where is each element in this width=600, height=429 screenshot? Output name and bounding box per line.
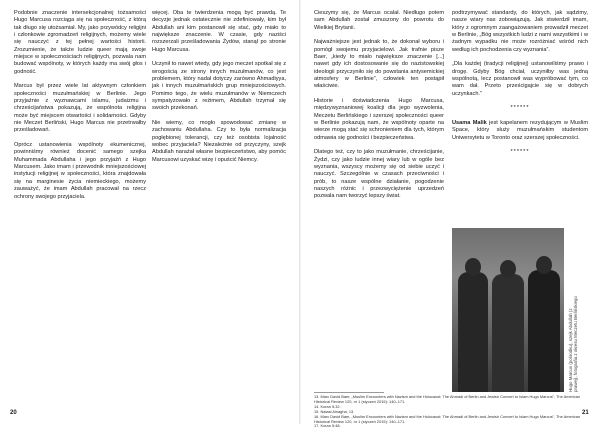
separator-stars: ****** [510,105,530,112]
page-gutter [299,0,301,424]
paragraph: Dlatego też, czy to jako muzułmanie, chrześcijanie, Żydzi, czy jako ludzie innej wiary lub w ogóle bez wyznania, wszyscy możemy się od siebie uczyć i nauczyć. Szczególnie w czasach przeciwności i prób, to nasze wspólne działanie, pogodzenie naszych różnic i przezwyciężenie uprzedzeń pozwala nam tworzyć lepszy świat. [314,149,444,200]
footnote: 17. Koran 5:48. [314,423,341,429]
paragraph: Cieszymy się, że Marcus ocalał. Niedługo potem sam Abdullah został zmuszony do powrotu do Wielkiej Brytanii. [314,10,444,31]
footnote: 16. Marc David Baer, „Muslim Encounters with Nazism and the Holocaust: The Ahmadi of Berlin and Jewish Convert to Islam Hugo Marcus”, The American Historical Review 120, nr 1 (styczeń 2015): 140–171. [314,413,581,424]
text-column-4 [452,10,588,228]
photo-figure [492,274,524,392]
paragraph: Oprócz ustanowienia wspólnoty ekumenicznej, powinniśmy również docenić samego szejka Muhammada Abdullaha i jego przyjaźń z Hugo Marcusem. Jako imam i przewodnik mniejszościowej instytucji religijnej w społeczności, która znajdowała się na marginesie życia niemieckiego, możemy zauważyć, że imam Abdullah pracował na rzecz ochrony swojego przyjaciela. [14,142,146,200]
footnote: 13. Marc David Baer, „Muslim Encounters with Nazism and the Holocaust: The Ahmadi of Berlin and Jewish Convert to Islam Hugo Marcus”, The American Historical Review 120, nr 1 (styczeń 2015): 140–171. [314,394,581,404]
photo-figure [458,272,488,392]
quote-paragraph: „Dla każdej (tradycji religijnej) ustanowiliśmy prawo i drogę. Gdyby Bóg chciał, uczyniłby was jedną wspólnotą, lecz postanowił was wypróbować tym, co wam dał. Przeto prześcigajcie się w dobrych uczynkach.” [452,61,588,97]
photo-figure-head [500,260,516,278]
paragraph: Historie i doświadczenia Hugo Marcusa, międzywyznaniowej koalicji dla jego wyzwolenia, Meczetu Berlińskiego i szerszej społeczności queer w Berlinie pokazują nam, że wspólnoty oparte na wierze mogą stać się schronieniem dla tych, którym odmawia się godności i bezpieczeństwa. [314,98,444,141]
separator-stars: ****** [510,149,530,156]
author-name: Usama Malik [452,120,487,127]
footnote-rule [314,392,384,393]
footnotes [314,392,588,429]
paragraph: Uczynił to nawet wtedy, gdy jego meczet spotkał się z wrogością ze strony innych muzułmanów, co jest problemem, który nadal dotyczy zarówno Ahmadiyya, jak i innych muzułmańskich grup mniejszościowych. Pomimo tego, że wielu muzułmanów w Niemczech sympatyzowało z reżimem, Abdullah trzymał się swoich przekonań. [152,61,286,112]
text-column-2 [152,10,286,376]
paragraph: Marcus był przez wiele lat aktywnym członkiem społeczności muzułmańskiej w Berlinie. Jego przyjaźnie z wyznawcami islamu, judaizmu i chrześcijaństwa pokazują, że wspólnota religijna może być miejscem otwartości i solidarności. Gdyby nie Meczet Berliński, Hugo Marcus nie przetrwałby prześladowań. [14,83,146,134]
author-bio [452,120,588,142]
photo-figure-head [465,258,481,276]
paragraph: Nie wiemy, co mogło spowodować zmianę w zachowaniu Abdullaha. Czy to była normalizacja pogłębionej tolerancji, czy też osobista lojalność wobec przyjaciela? Niezależnie od przyczyny, szejk Abdullah narażał własne bezpieczeństwo, aby pomóc Marcusowi uzyskać wizę i opuścić Niemcy. [152,120,286,163]
photo-figure-head [536,256,552,274]
paragraph: Podobnie znaczenie intersekcjonalnej tożsamości Hugo Marcusa rozciąga się na społeczność, z którą tak długo się utożsamiał. My, jako przywódcy religijni i członkowie zgromadzeń religijnych, możemy wiele się nauczyć z tej pełnej wartości historii. Zrozumienie, że także ludzie queer mają swoje miejsce w społecznościach religijnych, pozwala nam budować wspólnoty, w których każdy ma swój głos i godność. [14,10,146,75]
photo-caption: Hugo Marcus (pośrodku), szejk Abdullah (z prawej), fotografia z okresu Meczetu Berlińskiego [568,296,579,392]
author-bio-text: jest kapelanem rezydującym w Muslim Space, który służy muzułmańskim studentom Uniwersytetu w Toronto oraz szerszej społeczności. [452,120,588,141]
footnote: 15. Natasi Ainagha, 13. [314,408,355,414]
photo-figure [528,270,560,392]
page-number-right: 21 [582,410,589,416]
paragraph: Najważniejsze jest jednak to, że dokonał wyboru i pomógł swojemu przyjacielowi. Jak trafnie pisze Baer, „kiedy to miało największe znaczenie [...] nawet gdy ich dostosowanie się do nazistowskiej ideologii przyczyniło się do powstania antysemickiej atmosfery w Berlinie”, człowiek ten postąpił właściwie. [314,39,444,90]
text-column-3 [314,10,444,376]
text-column-1 [14,10,146,376]
paragraph: podtrzymywać standardy, do których, jak sądzimy, nasze wiary nas zobowiązują. Jak stwierdził imam, który z ogromnym zaangażowaniem prowadził meczet w Berlinie, „Bóg wszystkich ludzi z nami wszystkimi i w żadnym wypadku nie może rozróżniać wśród nich według ich pochodzenia czy wyznania”. [452,10,588,53]
footnote: 14. Koran 5:32. [314,403,341,409]
page-number-left: 20 [10,410,17,416]
paragraph: więcej. Oba te twierdzenia mogą być prawdą. Te decyzje jednak ostatecznie nie zdefiniowały, kim był Abdullah ani kim postanowił się stać, gdy miało to największe znaczenie. W czasie, gdy naziści rozszerzali prześladowania Żydów, stanął po stronie Hugo Marcusa. [152,10,286,53]
historical-photo [452,228,564,392]
